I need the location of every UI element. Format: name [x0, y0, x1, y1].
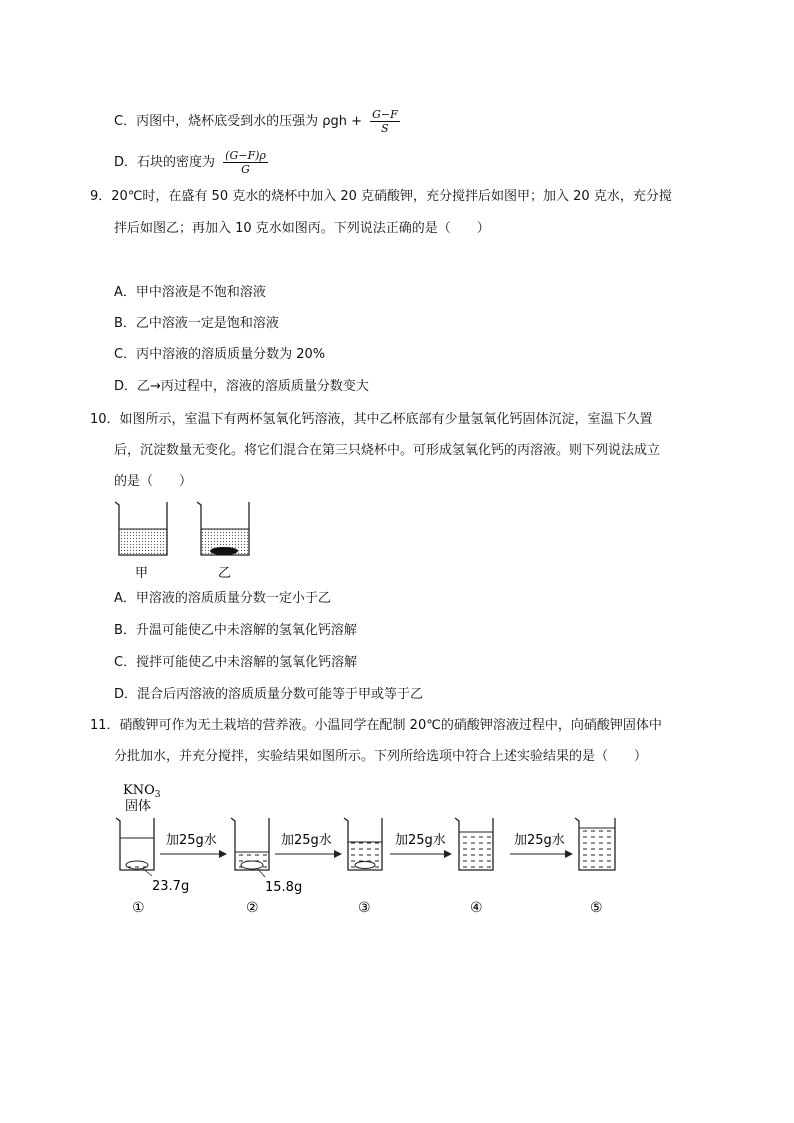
- solid-pile: [241, 861, 263, 869]
- arrow-label-4: 加25g水: [514, 833, 565, 848]
- beaker-yi: [197, 502, 249, 555]
- mass-label-1: 23.7g: [152, 879, 190, 894]
- solid-label: 固体: [125, 799, 152, 814]
- beaker-4: [455, 818, 493, 870]
- step-label-3: ③: [358, 900, 371, 915]
- q11-stem-line2: 分批加水，并充分搅拌，实验结果如图所示。下列所给选项中符合上述实验结果的是（ ）: [114, 749, 648, 764]
- q8-option-d-fraction: [223, 149, 268, 176]
- step-label-4: ④: [470, 900, 483, 915]
- q10-option-d: D．混合后丙溶液的溶质质量分数可能等于甲或等于乙: [114, 687, 424, 702]
- beaker-label-yi: 乙: [218, 566, 232, 581]
- q10-stem-line2: 后，沉淀数量无变化。将它们混合在第三只烧杯中。可形成氢氧化钙的丙溶液。则下列说法成立: [114, 443, 661, 458]
- q8-option-c: [114, 108, 404, 135]
- step-label-1: ①: [132, 900, 145, 915]
- fraction-numerator: G−F: [372, 108, 398, 121]
- beaker-3: [344, 818, 382, 870]
- q10-option-c: C．搅拌可能使乙中未溶解的氢氧化钙溶解: [114, 655, 358, 670]
- step-label-2: ②: [246, 900, 259, 915]
- q10-stem-line3: 的是（ ）: [114, 474, 193, 489]
- arrow-label-1: 加25g水: [166, 833, 217, 848]
- q8-option-d-text: D．石块的密度为: [114, 155, 216, 170]
- fraction-numerator: (G−F)ρ: [225, 149, 266, 162]
- fraction-denominator: S: [381, 122, 389, 135]
- beaker-jia: [115, 502, 167, 555]
- q10-option-a: A．甲溶液的溶质质量分数一定小于乙: [114, 591, 331, 606]
- q8-option-c-text: C．丙图中，烧杯底受到水的压强为 ρgh +: [114, 114, 362, 129]
- q10-stem-line1: 10．如图所示，室温下有两杯氢氧化钙溶液，其中乙杯底部有少量氢氧化钙固体沉淀，室温下久置: [90, 412, 653, 427]
- precipitate: [210, 547, 238, 555]
- solid-pile: [355, 862, 375, 869]
- fraction-denominator: G: [241, 163, 250, 176]
- q9-option-a: A．甲中溶液是不饱和溶液: [114, 285, 266, 300]
- beaker-1: [116, 818, 154, 876]
- arrow-label-2: 加25g水: [281, 833, 332, 848]
- kno3-label: [123, 783, 161, 800]
- arrow-label-3: 加25g水: [395, 833, 446, 848]
- step-label-5: ⑤: [590, 900, 603, 915]
- beaker-label-jia: 甲: [135, 566, 149, 581]
- solid-pile: [126, 861, 148, 869]
- q10-option-b: B．升温可能使乙中未溶解的氢氧化钙溶解: [114, 623, 357, 638]
- mass-label-2: 15.8g: [265, 880, 303, 895]
- beaker-5: [575, 818, 615, 870]
- q9-option-d: D．乙→丙过程中，溶液的溶质质量分数变大: [114, 379, 369, 394]
- q9-option-b: B．乙中溶液一定是饱和溶液: [114, 316, 279, 331]
- q11-process-figure: [110, 780, 630, 915]
- beaker-2: [231, 818, 269, 877]
- q9-option-c: C．丙中溶液的溶质质量分数为 20%: [114, 347, 326, 362]
- q8-option-c-fraction: [370, 108, 400, 135]
- q11-stem-line1: 11．硝酸钾可作为无土栽培的营养液。小温同学在配制 20℃的硝酸钾溶液过程中，向硝酸钾固体中: [90, 718, 662, 733]
- kno3-formula: KNO: [123, 783, 155, 798]
- kno3-subscript: 3: [154, 790, 161, 800]
- q9-stem-line2: 拌后如图乙；再加入 10 克水如图丙。下列说法正确的是（ ）: [114, 221, 490, 236]
- q8-option-d: [114, 149, 272, 176]
- q10-beakers-figure: [105, 495, 275, 583]
- q9-stem-line1: 9．20℃时，在盛有 50 克水的烧杯中加入 20 克硝酸钾，充分搅拌后如图甲；加入 20 克水，充分搅: [90, 189, 672, 204]
